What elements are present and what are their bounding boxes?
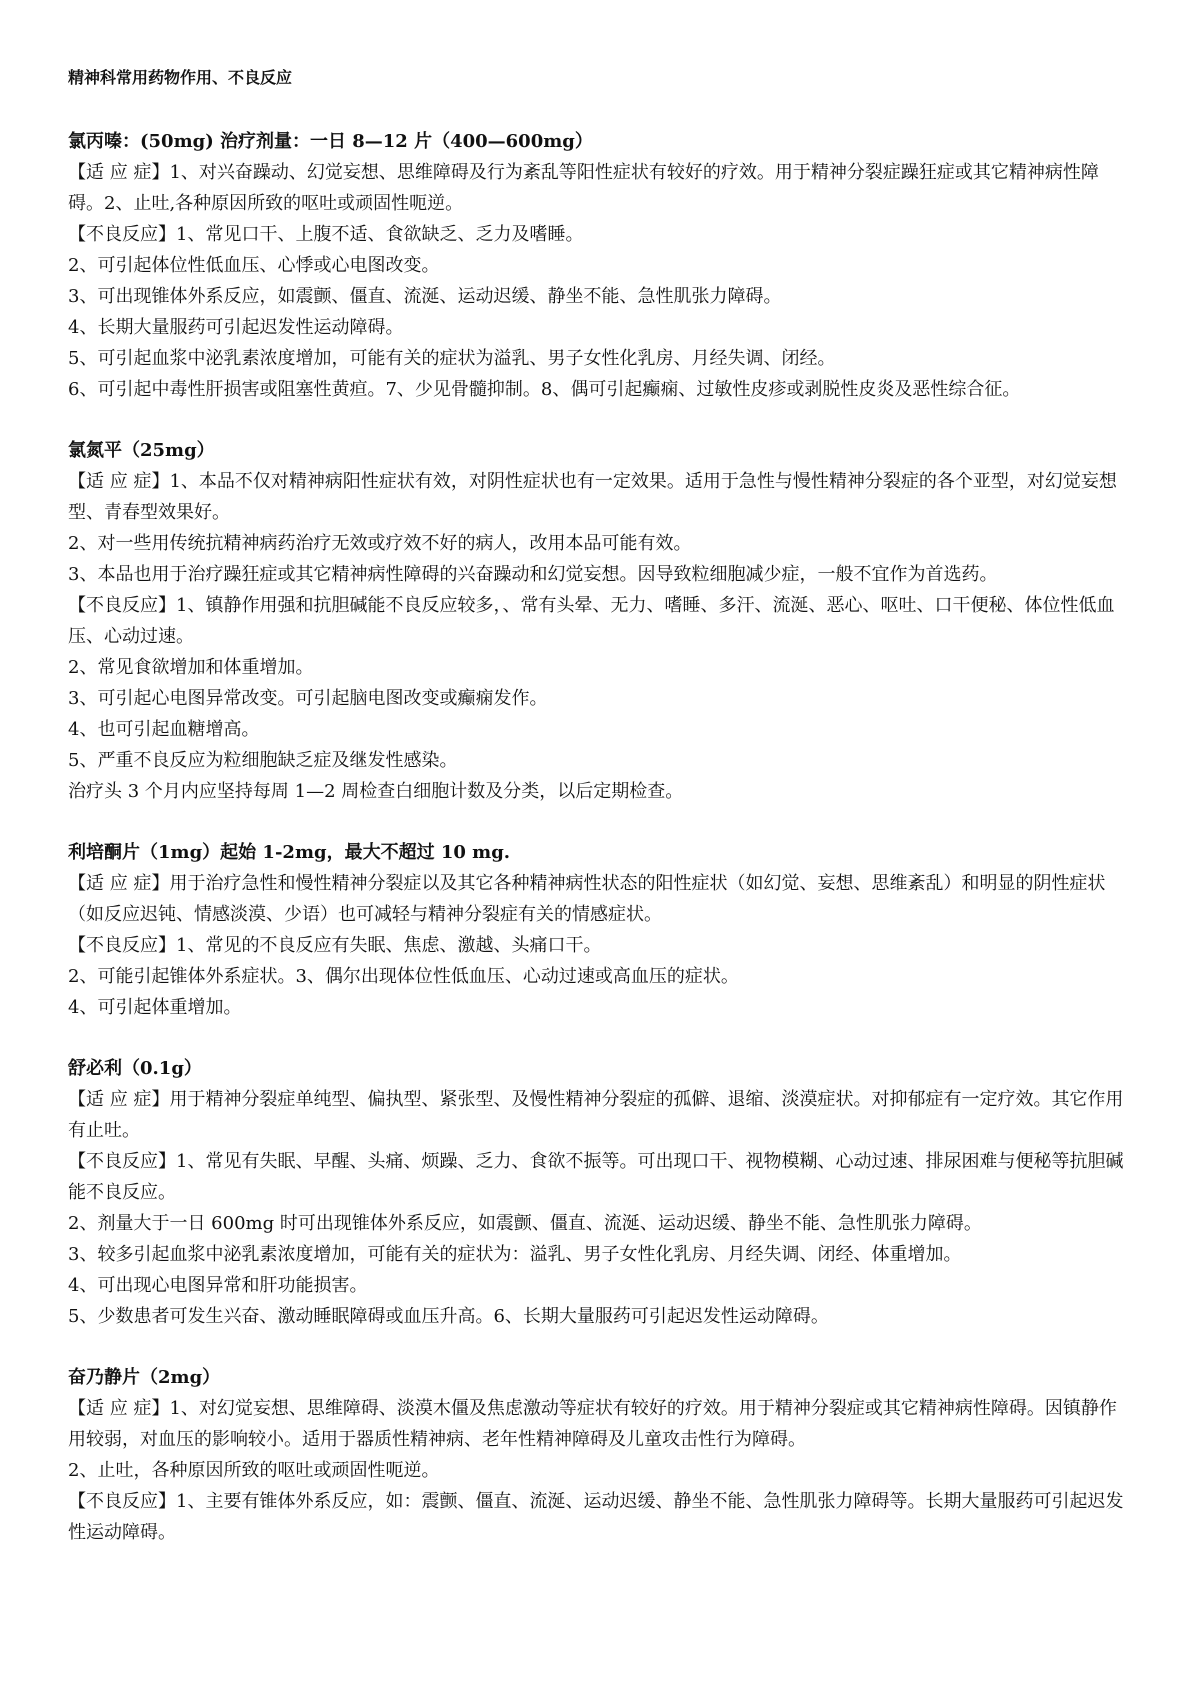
paragraph-line: 2、止吐，各种原因所致的呕吐或顽固性呃逆。: [68, 1460, 440, 1481]
paragraph-line: 2、对一些用传统抗精神病药治疗无效或疗效不好的病人，改用本品可能有效。: [68, 533, 692, 554]
drug-section-risperidone: [68, 837, 1131, 1023]
paragraph-line: 2、剂量大于一日 600mg 时可出现锥体外系反应，如震颤、僵直、流涎、运动迟缓、静坐不能、急性肌张力障碍。: [68, 1213, 982, 1234]
paragraph-line: 【适 应 症】1、对幻觉妄想、思维障碍、淡漠木僵及焦虑激动等症状有较好的疗效。用于精神分裂症或其它精神病性障碍。因镇静作用较弱，对血压的影响较小。适用于器质性精神病、老年性精神障碍及儿童攻击性行为障碍。: [68, 1398, 1117, 1450]
section-heading: 利培酮片（1mg）起始 1-2mg，最大不超过 10 mg.: [68, 842, 511, 863]
paragraph-line: 【适 应 症】用于治疗急性和慢性精神分裂症以及其它各种精神病性状态的阳性症状（如幻觉、妄想、思维紊乱）和明显的阴性症状（如反应迟钝、情感淡漠、少语）也可减轻与精神分裂症有关的情感症状。: [68, 873, 1106, 925]
section-heading: 氯氮平（25mg）: [68, 440, 215, 461]
paragraph-line: 5、严重不良反应为粒细胞缺乏症及继发性感染。: [68, 750, 458, 771]
paragraph-line: 【适 应 症】1、对兴奋躁动、幻觉妄想、思维障碍及行为紊乱等阳性症状有较好的疗效。用于精神分裂症躁狂症或其它精神病性障碍。2、止吐,各种原因所致的呕吐或顽固性呃逆。: [68, 162, 1099, 214]
drug-section-chlorpromazine: [68, 126, 1131, 405]
paragraph-line: 3、较多引起血浆中泌乳素浓度增加，可能有关的症状为：溢乳、男子女性化乳房、月经失调、闭经、体重增加。: [68, 1244, 962, 1265]
paragraph-line: 【适 应 症】1、本品不仅对精神病阳性症状有效，对阴性症状也有一定效果。适用于急性与慢性精神分裂症的各个亚型，对幻觉妄想型、青春型效果好。: [68, 471, 1117, 523]
paragraph-line: 【适 应 症】用于精神分裂症单纯型、偏执型、紧张型、及慢性精神分裂症的孤僻、退缩、淡漠症状。对抑郁症有一定疗效。其它作用有止吐。: [68, 1089, 1124, 1141]
paragraph-line: 2、常见食欲增加和体重增加。: [68, 657, 314, 678]
section-heading: 奋乃静片（2mg）: [68, 1367, 221, 1388]
paragraph-line: 3、可出现锥体外系反应，如震颤、僵直、流涎、运动迟缓、静坐不能、急性肌张力障碍。: [68, 286, 782, 307]
paragraph-line: 【不良反应】1、镇静作用强和抗胆碱能不良反应较多，、常有头晕、无力、嗜睡、多汗、流涎、恶心、呕吐、口干便秘、体位性低血压、心动过速。: [68, 595, 1115, 647]
paragraph-line: 【不良反应】1、常见的不良反应有失眠、焦虑、激越、头痛口干。: [68, 935, 602, 956]
paragraph-line: 5、少数患者可发生兴奋、激动睡眠障碍或血压升高。6、长期大量服药可引起迟发性运动障碍。: [68, 1306, 829, 1327]
paragraph-line: 【不良反应】1、常见口干、上腹不适、食欲缺乏、乏力及嗜睡。: [68, 224, 584, 245]
paragraph-line: 4、长期大量服药可引起迟发性运动障碍。: [68, 317, 404, 338]
drug-section-clozapine: [68, 435, 1131, 807]
paragraph-line: 4、可出现心电图异常和肝功能损害。: [68, 1275, 368, 1296]
paragraph-line: 治疗头 3 个月内应坚持每周 1—2 周检查白细胞计数及分类，以后定期检查。: [68, 781, 684, 802]
paragraph-line: 【不良反应】1、主要有锥体外系反应，如：震颤、僵直、流涎、运动迟缓、静坐不能、急性肌张力障碍等。长期大量服药可引起迟发性运动障碍。: [68, 1491, 1124, 1543]
paragraph-line: 2、可能引起锥体外系症状。3、偶尔出现体位性低血压、心动过速或高血压的症状。: [68, 966, 739, 987]
paragraph-line: 2、可引起体位性低血压、心悸或心电图改变。: [68, 255, 440, 276]
paragraph-line: 【不良反应】1、常见有失眠、早醒、头痛、烦躁、乏力、食欲不振等。可出现口干、视物模糊、心动过速、排尿困难与便秘等抗胆碱能不良反应。: [68, 1151, 1124, 1203]
paragraph-line: 6、可引起中毒性肝损害或阻塞性黄疸。7、少见骨髓抑制。8、偶可引起癫痫、过敏性皮疹或剥脱性皮炎及恶性综合征。: [68, 379, 1021, 400]
paragraph-line: 4、也可引起血糖增高。: [68, 719, 260, 740]
paragraph-line: 4、可引起体重增加。: [68, 997, 242, 1018]
paragraph-line: 5、可引起血浆中泌乳素浓度增加，可能有关的症状为溢乳、男子女性化乳房、月经失调、闭经。: [68, 348, 836, 369]
document-title: 精神科常用药物作用、不良反应: [68, 68, 293, 87]
section-heading: 舒必利（0.1g）: [68, 1058, 202, 1079]
drug-section-perphenazine: [68, 1362, 1131, 1548]
section-heading: 氯丙嗪：(50mg) 治疗剂量：一日 8—12 片（400—600mg）: [68, 131, 593, 152]
paragraph-line: 3、本品也用于治疗躁狂症或其它精神病性障碍的兴奋躁动和幻觉妄想。因导致粒细胞减少症，一般不宜作为首选药。: [68, 564, 998, 585]
drug-section-sulpiride: [68, 1053, 1131, 1332]
paragraph-line: 3、可引起心电图异常改变。可引起脑电图改变或癫痫发作。: [68, 688, 548, 709]
